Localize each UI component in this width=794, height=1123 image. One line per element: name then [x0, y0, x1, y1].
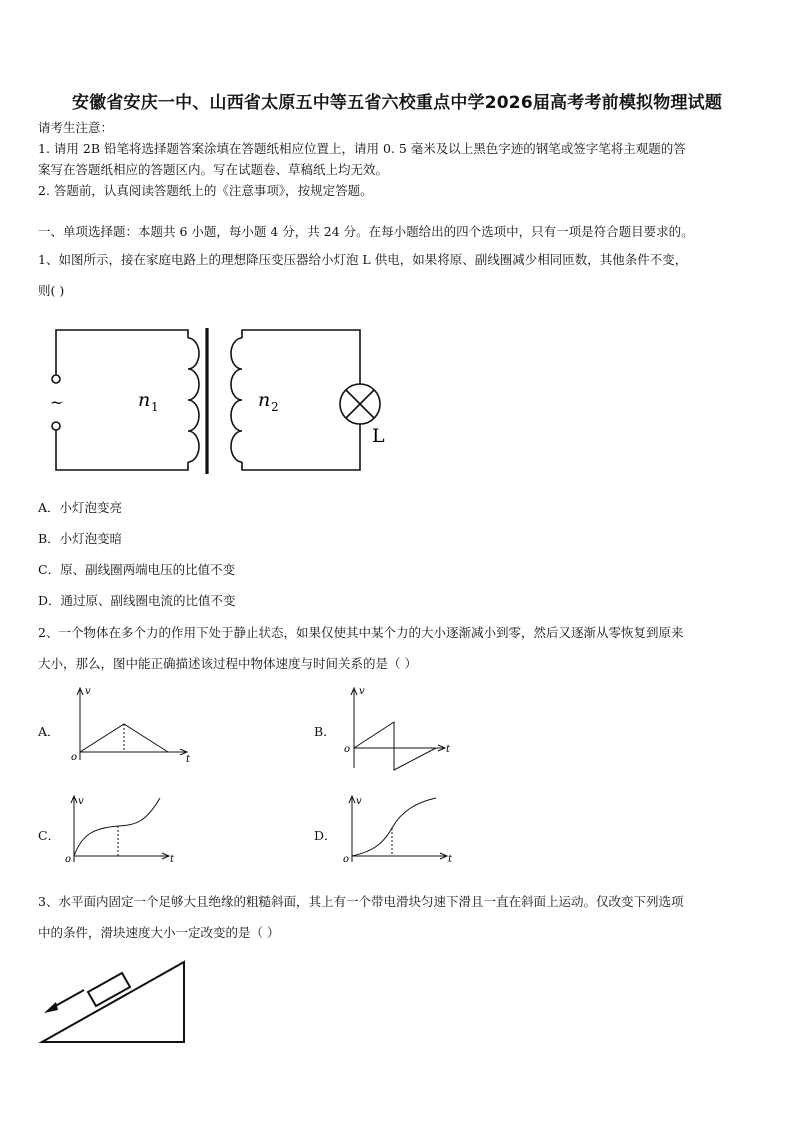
q1-stem: 1、如图所示，接在家庭电路上的理想降压变压器给小灯泡 L 供电，如果将原、副线圈减少相同匝数，其他条件不变，: [38, 252, 688, 267]
q2-option-c-label: C．: [38, 828, 61, 843]
slide-direction-arrow-icon: [44, 1002, 58, 1013]
svg-text:o: o: [344, 744, 351, 755]
exam-title: 安徽省安庆一中、山西省太原五中等五省六校重点中学2026届高考考前模拟物理试题: [71, 93, 723, 113]
svg-text:v: v: [85, 686, 91, 697]
q1-stem-cont: 则( ): [38, 283, 65, 298]
n1-subscript: 1: [151, 400, 159, 414]
svg-text:o: o: [71, 752, 78, 763]
q2-graph-b: [340, 684, 470, 774]
q2-graph-d: [342, 792, 472, 868]
svg-text:o: o: [343, 854, 350, 865]
q2-graph-c: [62, 792, 192, 868]
q1-option-d: D．通过原、副线圈电流的比值不变: [38, 593, 236, 608]
notice-item-2: 2. 答题前，认真阅读答题纸上的《注意事项》，按规定答题。: [38, 183, 373, 198]
q1-option-a: A．小灯泡变亮: [38, 500, 123, 515]
notice-item-1: 1. 请用 2B 铅笔将选择题答案涂填在答题纸相应位置上，请用 0. 5 毫米及以上黑色字迹的钢笔或签字笔将主观题的答: [38, 141, 686, 156]
q2-stem: 2、一个物体在多个力的作用下处于静止状态，如果仅使其中某个力的大小逐渐减小到零，然后又逐渐从零恢复到原来: [38, 625, 684, 640]
n1-label: n: [138, 389, 151, 411]
notice-heading: 请考生注意：: [38, 120, 114, 135]
ac-source-symbol: ~: [50, 393, 64, 412]
section-heading: 一、单项选择题：本题共 6 小题，每小题 4 分，共 24 分。在每小题给出的四个选项中，只有一项是符合题目要求的。: [38, 224, 694, 239]
svg-text:o: o: [65, 854, 72, 865]
q1-option-b: B．小灯泡变暗: [38, 531, 123, 546]
svg-text:v: v: [356, 796, 362, 807]
svg-text:v: v: [78, 796, 84, 807]
svg-text:t: t: [448, 854, 453, 865]
svg-text:t: t: [186, 754, 191, 765]
lamp-label: L: [372, 425, 385, 447]
q1-option-c: C．原、副线圈两端电压的比值不变: [38, 562, 236, 577]
transformer-circuit-figure: [40, 322, 400, 482]
q2-option-a-label: A．: [38, 724, 60, 739]
q2-stem-cont: 大小，那么，图中能正确描述该过程中物体速度与时间关系的是（ ）: [38, 656, 417, 671]
svg-text:t: t: [446, 744, 451, 755]
n2-label: n: [258, 389, 271, 411]
q2-option-b-label: B．: [314, 724, 336, 739]
incline-slider-figure: [36, 956, 196, 1048]
svg-text:v: v: [359, 686, 365, 697]
n2-subscript: 2: [271, 400, 279, 414]
q3-stem-cont: 中的条件，滑块速度大小一定改变的是（ ）: [38, 925, 280, 940]
q2-option-d-label: D．: [314, 828, 337, 843]
notice-item-1-cont: 案写在答题纸相应的答题区内。写在试题卷、草稿纸上均无效。: [38, 162, 389, 177]
svg-text:t: t: [170, 854, 175, 865]
q2-graph-a: [66, 684, 196, 768]
q3-stem: 3、水平面内固定一个足够大且绝缘的粗糙斜面，其上有一个带电滑块匀速下滑且一直在斜面上运动。仅改变下列选项: [38, 894, 684, 909]
